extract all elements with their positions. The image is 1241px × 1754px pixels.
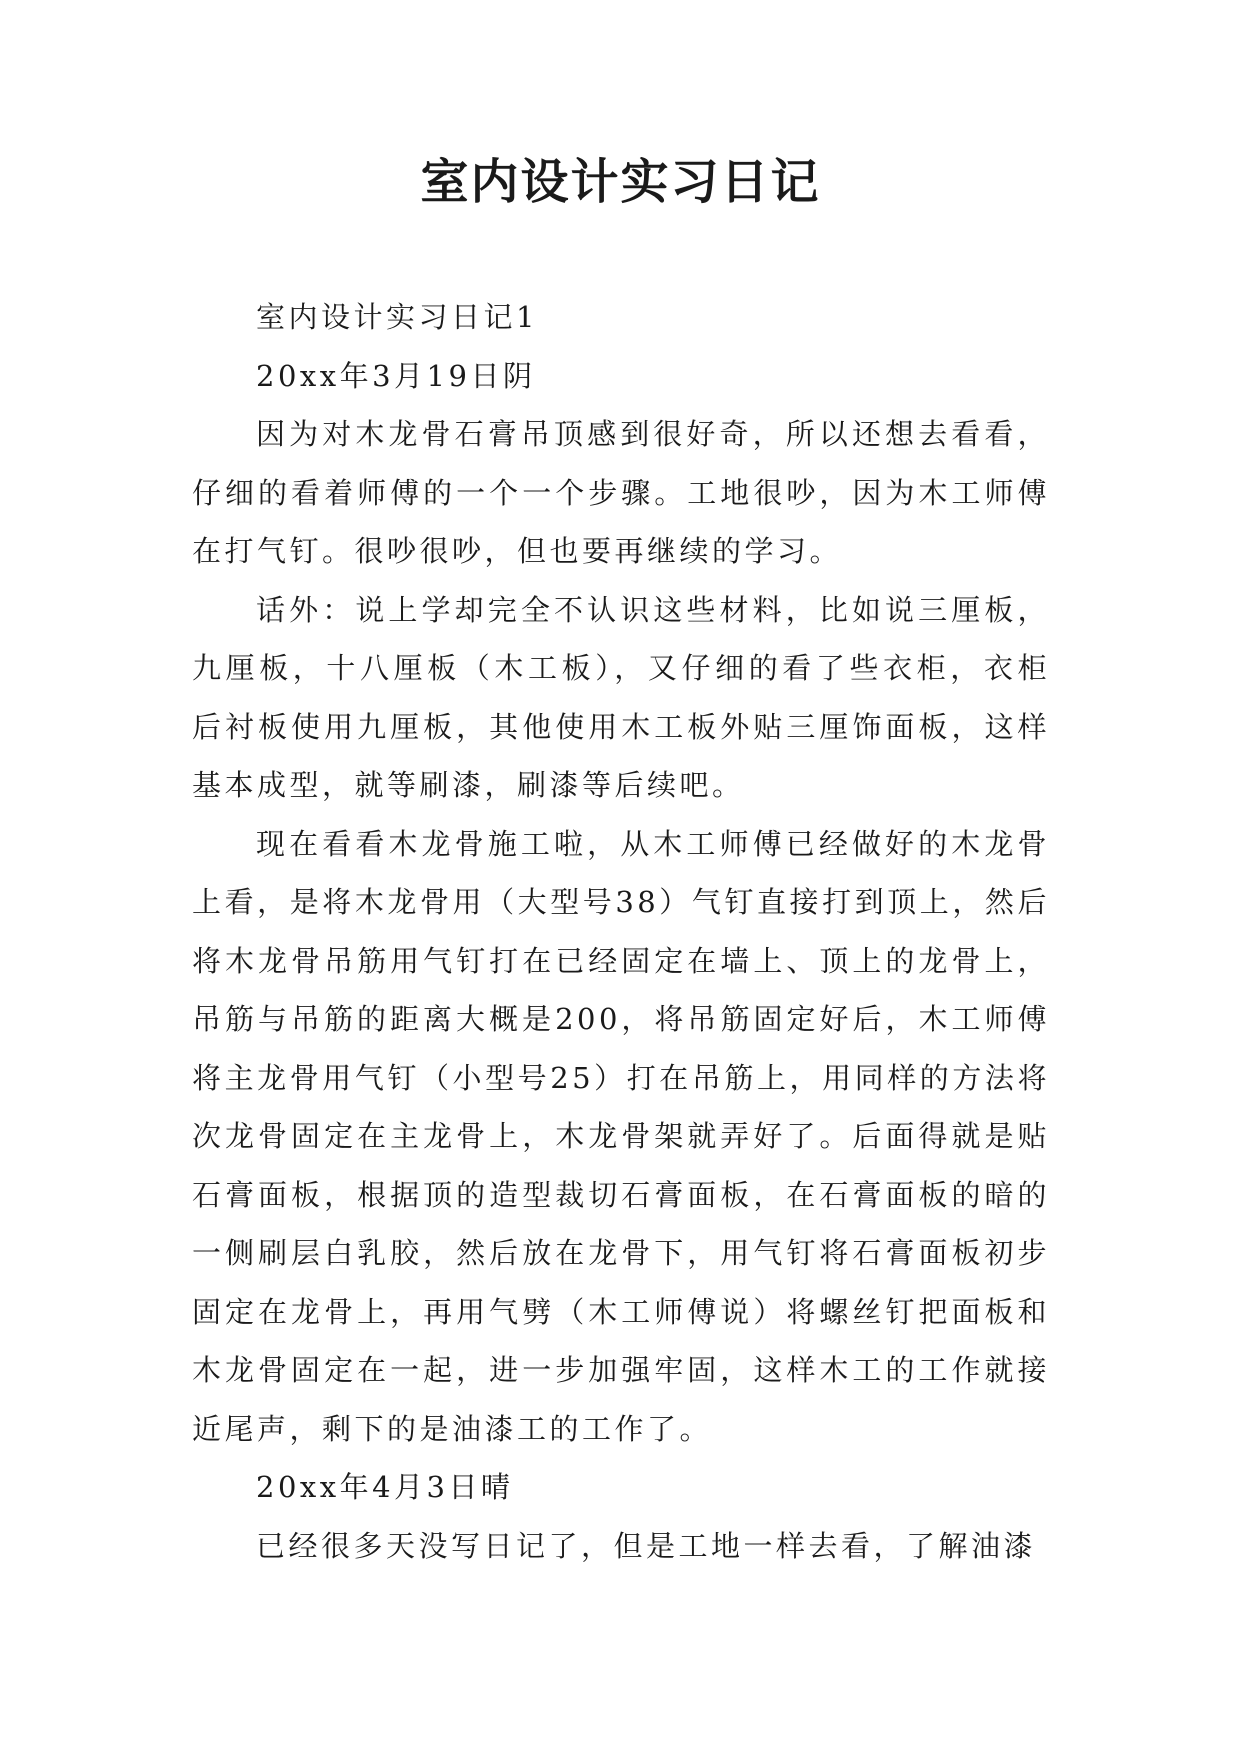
entry-heading: 室内设计实习日记1 bbox=[256, 300, 538, 334]
paragraph: 已经很多天没写日记了，但是工地一样去看，了解油漆 bbox=[256, 1528, 1037, 1563]
entry-date: 20xx年3月19日阴 bbox=[256, 358, 536, 393]
paragraph: 现在看看木龙骨施工啦，从木工师傅已经做好的木龙骨上看，是将木龙骨用（大型号38）气钉直接打到顶上，然后将木龙骨吊筋用气钉打在已经固定在墙上、顶上的龙骨上，吊筋与吊筋的距离大概是200，将吊筋固定好后，木工师傅将主龙骨用气钉（小型号25）打在吊筋上，用同样的方法将次龙骨固定在主龙骨上，木龙骨架就弄好了。后面得就是贴石膏面板，根据顶的造型裁切石膏面板，在石膏面板的暗的一侧刷层白乳胶，然后放在龙骨下，用气钉将石膏面板初步固定在龙骨上，再用气劈（木工师傅说）将螺丝钉把面板和木龙骨固定在一起，进一步加强牢固，这样木工的工作就接近尾声，剩下的是油漆工的工作了。 bbox=[192, 826, 1050, 1446]
entry-date: 20xx年4月3日晴 bbox=[256, 1470, 514, 1504]
paragraph: 话外：说上学却完全不认识这些材料，比如说三厘板，九厘板，十八厘板（木工板），又仔细的看了些衣柜，衣柜后衬板使用九厘板，其他使用木工板外贴三厘饰面板，这样基本成型，就等刷漆，刷漆等后续吧。 bbox=[192, 592, 1050, 802]
document-title: 室内设计实习日记 bbox=[420, 154, 821, 210]
paragraph: 因为对木龙骨石膏吊顶感到很好奇，所以还想去看看，仔细的看着师傅的一个一个步骤。工地很吵，因为木工师傅在打气钉。很吵很吵，但也要再继续的学习。 bbox=[192, 417, 1050, 568]
document-body bbox=[192, 288, 1050, 1575]
